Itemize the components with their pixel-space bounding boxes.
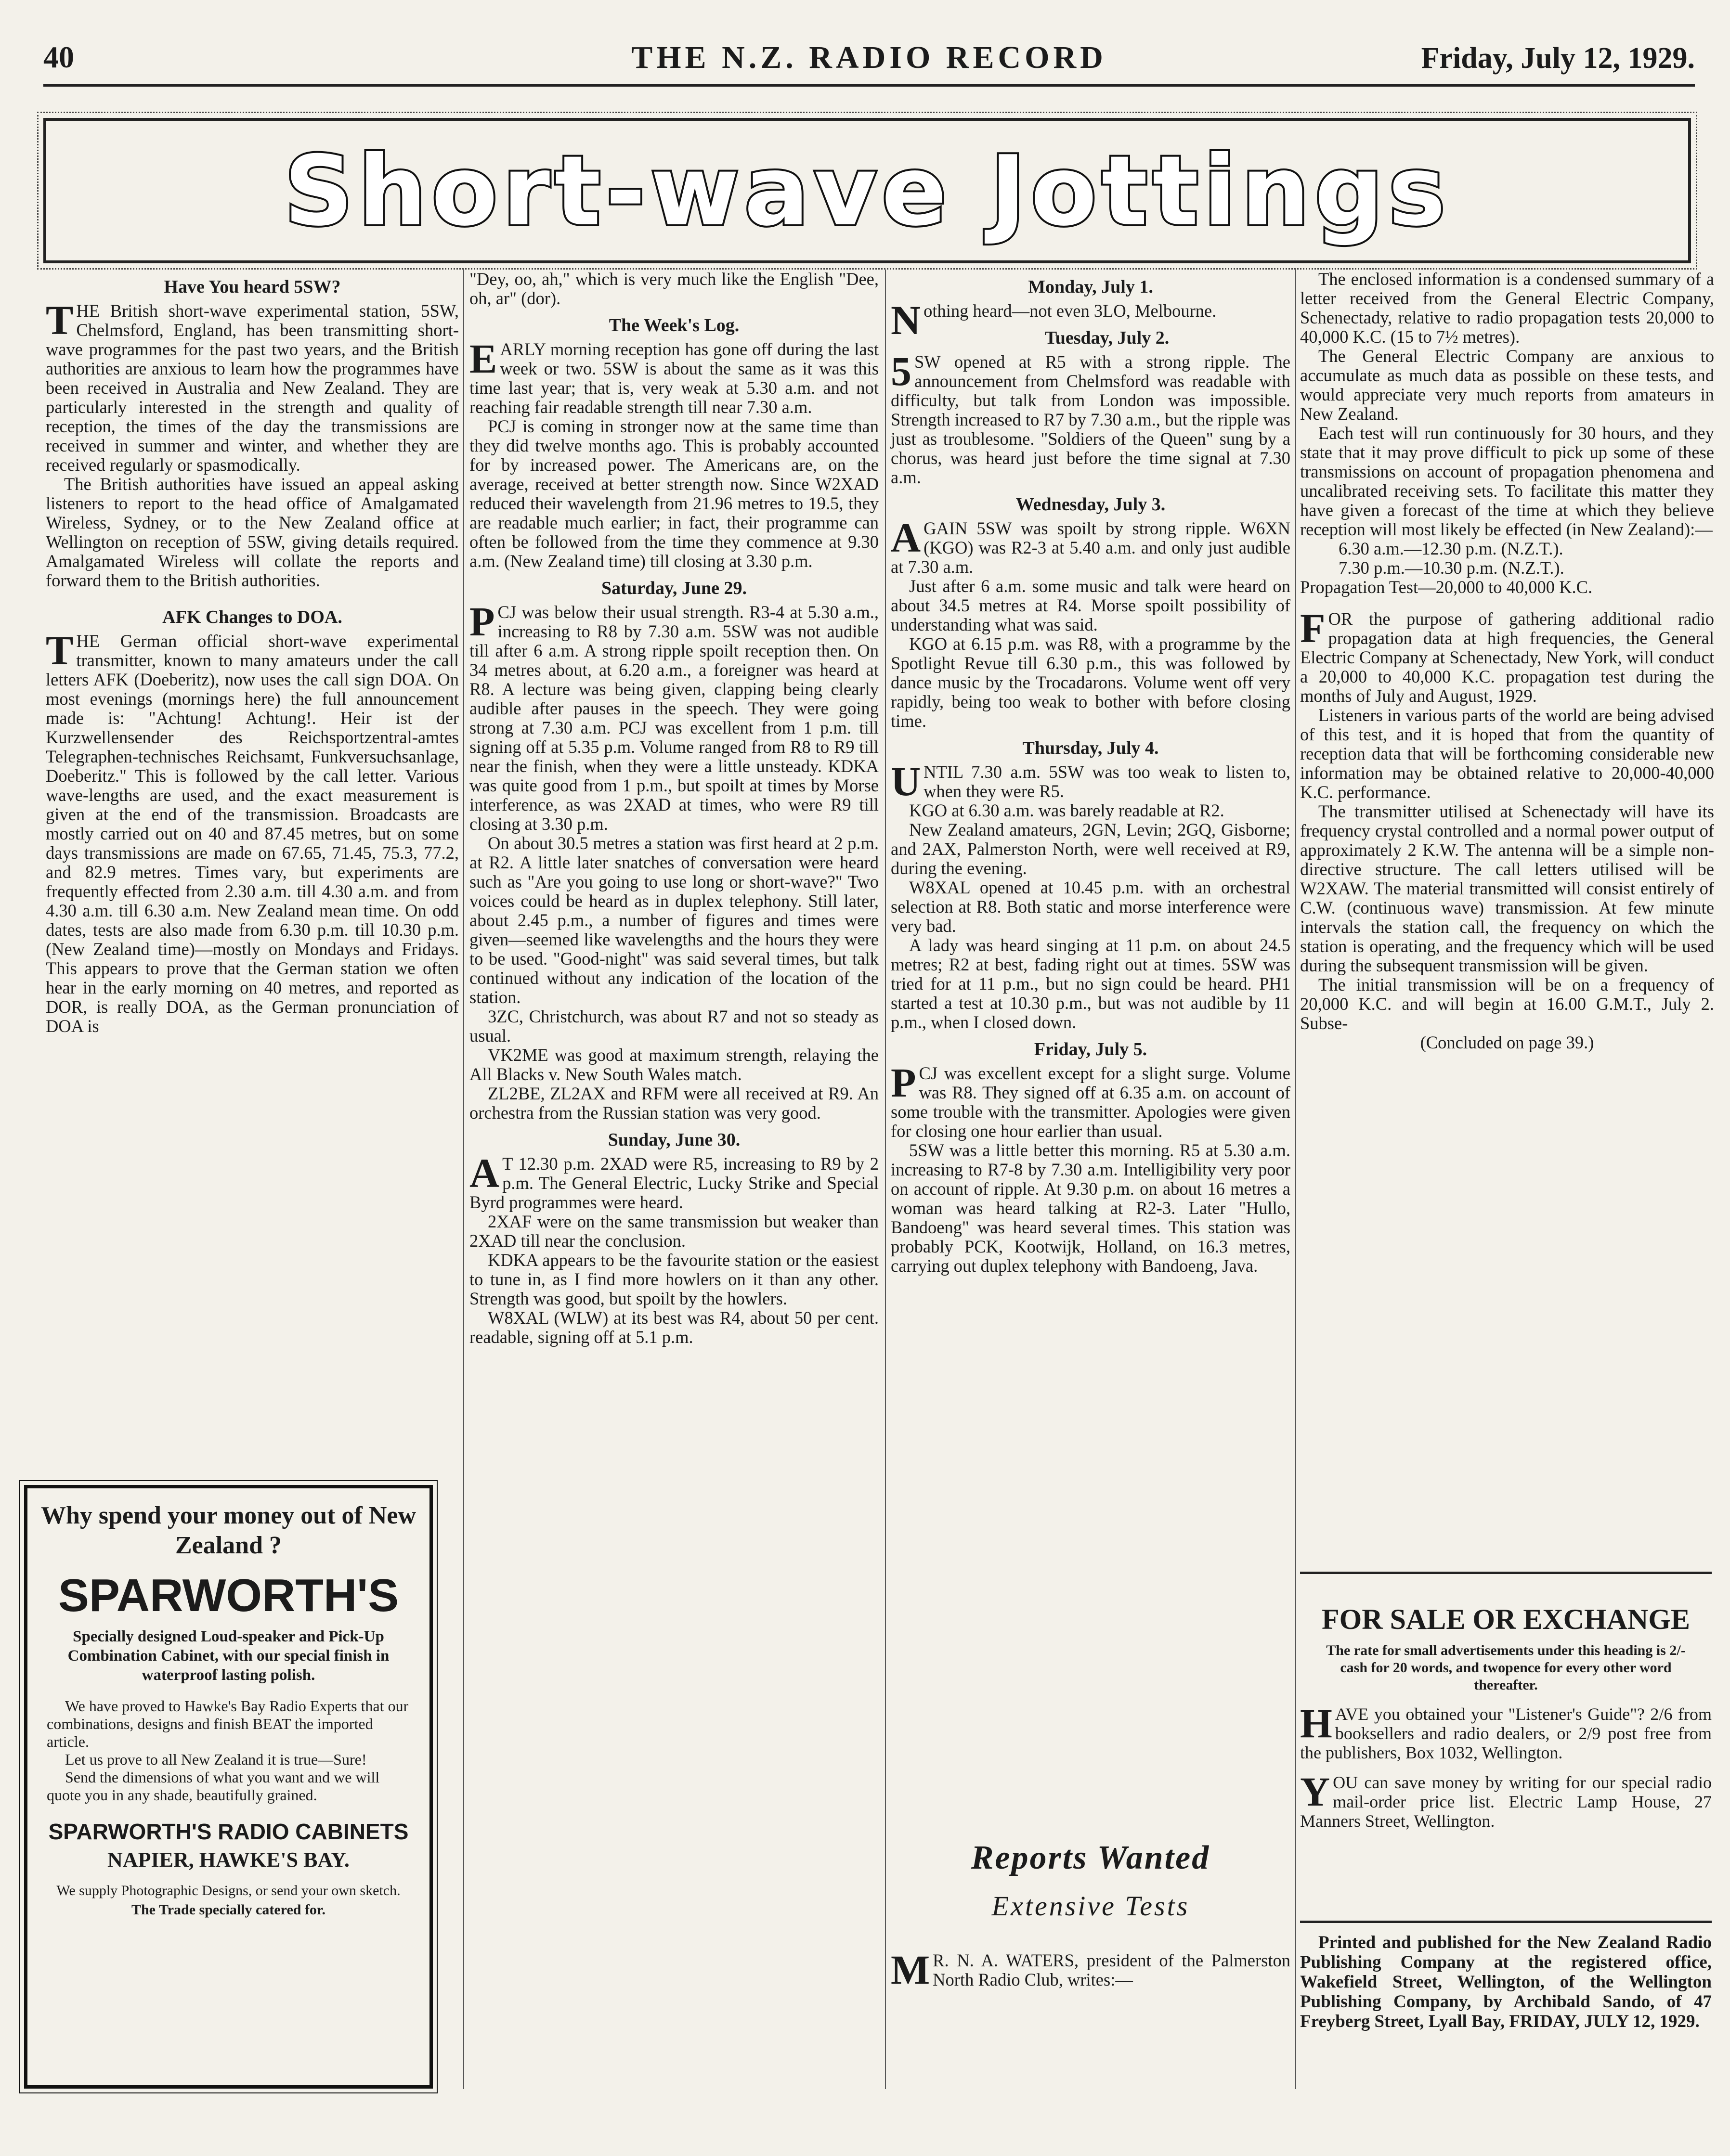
reports-heading: Reports Wanted [971,1839,1210,1876]
heading-monday: Monday, July 1. [1028,277,1153,297]
heading-weeks-log: The Week's Log. [609,315,740,336]
paragraph: PCJ was below their usual strength. R3-4 at 5.30 a.m., increasing to R8 by 7.30 a.m. 5SW was not audible till after 6 a.m. A strong ripple spoilt reception then. On 34 metres about, at 6.20 a.m., a foreigner was heard at R8. A lecture was being given, clapping being clearly audible after pauses in the speech. They were going strong at 7.30 a.m. PCJ was excellent from 1 p.m. till signing off at 5.35 p.m. Volume ranged from R8 to R9 till near the finish, when they were a little unsteady. KDKA was quite good from 1 p.m., but spoilt at times by Morse interference, as was 2XAD at times, who were R9 till closing at 3.30 p.m. [469,598,879,834]
issue-date: Friday, July 12, 1929. [1421,42,1695,75]
paragraph: KGO at 6.30 a.m. was barely readable at R2. [909,800,1224,820]
drop-cap: A [469,1150,500,1196]
paragraph: M R. N. A. WATERS, president of the Palmerston North Radio Club, writes:— [891,1947,1290,1993]
paragraph: The enclosed information is a condensed summary of a letter received from the General Electric Company, Schenectady, relative to radio propagation tests 20,000 to 40,000 K.C. (15 to 7½ metres). [1300,269,1714,347]
paragraph: KDKA appears to be the favourite station or the easiest to tune in, as I find more howlers on it than any other. Strength was good, but spoilt by the howlers. [469,1250,879,1308]
sparworth-advertisement [24,1485,433,2089]
classified-ad: HAVE you obtained your "Listener's Guide"? 2/6 from booksellers and radio dealers, or 2/9 post free from the publishers, Box 1032, Wellington. [1300,1700,1712,1762]
drop-cap: T [46,297,74,343]
drop-cap: T [46,627,74,673]
ad-company: SPARWORTH'S RADIO CABINETS [48,1819,409,1844]
ad-location: NAPIER, HAWKE'S BAY. [107,1848,350,1872]
drop-cap: A [891,515,921,561]
ad-paragraph: Let us prove to all New Zealand it is true—Sure! [65,1751,367,1768]
paragraph: FOR the purpose of gathering additional radio propagation data at high frequencies, the General Electric Company at Schenectady, New York, will conduct a 20,000 to 40,000 K.C. propagation test during the months of July and August, 1929. [1300,605,1714,706]
heading-afk: AFK Changes to DOA. [162,607,342,627]
paragraph: KGO at 6.15 p.m. was R8, with a programme by the Spotlight Revue till 6.30 p.m., this was followed by dance music by the Trocadarons. Volume went off very rapidly, being too weak to bother with before closing time. [891,634,1290,731]
paragraph: The transmitter utilised at Schenectady will have its frequency crystal controlled and a normal power output of approximately 2 K.W. The antenna will be a simple non-directive structure. The call letters utilised will be W2XAW. The material transmitted will consist entirely of C.W. (continuous wave) transmission. At few minute intervals the station call, the frequency on which the station is operating, and the frequency which will be used during the subsequent transmission will be given. [1300,801,1714,975]
reports-subheading: Extensive Tests [991,1890,1190,1922]
ad-brand: SPARWORTH'S [58,1570,399,1621]
paragraph: 3ZC, Christchurch, was about R7 and not so steady as usual. [469,1007,879,1046]
ad-paragraph: We have proved to Hawke's Bay Radio Experts that our combinations, designs and finish BEAT the imported article. [47,1697,409,1750]
drop-cap: 5 [891,348,911,394]
drop-cap: N [891,297,921,343]
paragraph: "Dey, oo, ah," which is very much like the English "Dee, oh, ar" (dor). [469,269,879,308]
schedule-line: 6.30 a.m.—12.30 p.m. (N.Z.T.). [1339,539,1563,558]
paragraph: A lady was heard singing at 11 p.m. on about 24.5 metres; R2 at best, fading right out at times. 5SW was tried for at 11 p.m., but no sign could be heard. PH1 started a test at 10.30 p.m., but was not audible by 11 p.m., when I closed down. [891,935,1290,1032]
classified-ad: YOU can save money by writing for our special radio mail-order price list. Electric Lamp House, 27 Manners Street, Wellington. [1300,1769,1712,1831]
column-rule [463,270,464,2089]
column-2 [469,270,879,1347]
drop-cap: P [469,598,495,645]
column-3 [891,270,1290,1276]
heading-friday: Friday, July 5. [1034,1039,1147,1059]
heading-wednesday: Wednesday, July 3. [1015,494,1166,515]
paragraph: The British authorities have issued an appeal asking listeners to report to the head office of Amalgamated Wireless, Sydney, or to the New Zealand office at Wellington on reception of 5SW, giving details required. Amalgamated Wireless will collate the reports and forward them to the British authorities. [46,474,459,590]
paragraph: 5SW was a little better this morning. R5 at 5.30 a.m. increasing to R7-8 by 7.30 a.m. Intelligibility very poor on account of ripple. At 9.30 p.m. on about 16 metres a woman was heard talking at R2-3. Later "Hullo, Bandoeng" was heard several times. This station was probably PCK, Kootwijk, Holland, on 16.3 metres, carrying out duplex telephony with Bandoeng, Java. [891,1140,1290,1276]
page-title: Short-wave Jottings [284,135,1451,247]
ad-paragraph: Send the dimensions of what you want and we will quote you in any shade, beautifully grained. [47,1769,380,1804]
for-sale-rate: The rate for small advertisements under this heading is 2/- cash for 20 words, and twopence for every other word thereafter. [1326,1642,1686,1693]
paragraph: THE German official short-wave experimental transmitter, known to many amateurs under the call letters AFK (Doeberitz), now uses the call sign DOA. On most evenings (mornings here) the full announcement made is: "Achtung! Achtung!. Heir ist der Kurzwellensender des Reichsportzentral-amtes Telegraphen-technisches Reichsamt, Funkversuchsanlage, Doeberitz." This is followed by the call letter. Various wave-lengths are used, and the exact measurement is given at the end of the transmission. Broadcasts are mostly carried out on 40 and 87.45 metres, but on some days transmissions are made on 67.65, 71.45, 75.3, 77.2, and 82.9 metres. Times vary, but experiments are frequently effected from 2.30 a.m. till 4.30 a.m. and from 4.30 a.m. till 6.30 a.m. New Zealand mean time. On odd dates, tests are also made from 6.30 p.m. till 10.30 p.m. (New Zealand time)—mostly on Mondays and Fridays. This appears to prove that the German station we often hear in the early morning on 40 metres, and reported as DOR, is really DOA, as the German pronunciation of DOA is [46,627,459,1036]
paragraph: EARLY morning reception has gone off during the last week or two. 5SW is about the same as it was this time last year; that is, very weak at 5.30 a.m. and not reaching fair readable strength till near 7.30 a.m. [469,336,879,417]
column-1 [46,270,459,1036]
paragraph: THE British short-wave experimental station, 5SW, Chelmsford, England, has been transmitting short-wave programmes for the past two years, and the British authorities are anxious to learn how the programmes have been received in Australia and New Zealand. They are particularly interested in the strength and quality of reception, the times of the day the transmissions are received in summer and winter, and whether they are received regularly or spasmodically. [46,297,459,475]
heading-5sw: Have You heard 5SW? [164,277,341,297]
paragraph: PCJ was excellent except for a slight surge. Volume was R8. They signed off at 6.35 a.m. on account of some trouble with the transmitter. Apologies were given for closing one hour earlier than usual. [891,1059,1290,1141]
for-sale-heading: FOR SALE OR EXCHANGE [1321,1603,1691,1635]
paragraph: PCJ is coming in stronger now at the same time than they did twelve months ago. This is probably accounted for by increased power. The Americans are, on the average, received at better strength now. Since W2XAD reduced their wavelength from 21.96 metres to 19.5, they are readable much earlier; in fact, their programme can often be followed from the time they commence at 9.30 a.m. (New Zealand time) till closing at 3.30 p.m. [469,416,879,571]
paragraph: 2XAF were on the same transmission but weaker than 2XAD till near the conclusion. [469,1212,879,1251]
drop-cap: H [1300,1700,1332,1746]
paragraph: 5 SW opened at R5 with a strong ripple. The announcement from Chelmsford was readable with difficulty, but talk from London was impossible. Strength increased to R7 by 7.30 a.m., but the ripple was just as troublesome. "Soldiers of the Queen" sung by a chorus, was heard just before the time signal at 7.30 a.m. [891,348,1290,487]
drop-cap: M [891,1947,930,1993]
schedule-line: 7.30 p.m.—10.30 p.m. (N.Z.T.). [1339,558,1564,578]
heading-sunday: Sunday, June 30. [608,1130,741,1150]
paragraph: VK2ME was good at maximum strength, relaying the All Blacks v. New South Wales match. [469,1045,879,1084]
title-banner [43,118,1691,263]
for-sale-section [1300,1603,1712,1831]
continuation-note: (Concluded on page 39.) [1420,1033,1594,1052]
paragraph: W8XAL opened at 10.45 p.m. with an orchestral selection at R8. Both static and morse interference were very bad. [891,878,1290,936]
paragraph: W8XAL (WLW) at its best was R4, about 50 per cent. readable, signing off at 5.1 p.m. [469,1308,879,1347]
publication-title: THE N.Z. RADIO RECORD [631,40,1107,75]
page-number: 40 [43,40,74,74]
drop-cap: Y [1300,1769,1330,1815]
column-rule [885,270,886,2089]
publisher-imprint: Printed and published for the New Zealand Radio Publishing Company at the registered office, Wakefield Street, Wellington, of the Wellington Publishing Company, by Archibald Sando, of 47 Freyberg Street, Lyall Bay, FRIDAY, JULY 12, 1929. [1300,1933,1712,2031]
column-4 [1300,270,1714,1052]
drop-cap: E [469,336,497,382]
ad-trade-note: The Trade specially catered for. [131,1902,325,1918]
paragraph: The General Electric Company are anxious to accumulate as much data as possible on these tests, and would appreciate very much reports from amateurs in New Zealand. [1300,346,1714,424]
paragraph: New Zealand amateurs, 2GN, Levin; 2GQ, Gisborne; and 2AX, Palmerston North, were well received at R9, during the evening. [891,820,1290,878]
paragraph: AGAIN 5SW was spoilt by strong ripple. W6XN (KGO) was R2-3 at 5.40 a.m. and only just audible at 7.30 a.m. [891,515,1290,577]
heading-thursday: Thursday, July 4. [1022,738,1159,758]
paragraph: Just after 6 a.m. some music and talk were heard on about 34.5 metres at R4. Morse spoilt possibility of understanding what was said. [891,576,1290,634]
ad-photo-note: We supply Photographic Designs, or send your own sketch. [56,1883,401,1898]
paragraph: Listeners in various parts of the world are being advised of this test, and it is hoped that from the quantity of reception data that will be forthcoming considerable new information may be obtained relative to 20,000-40,000 K.C. performance. [1300,705,1714,802]
paragraph: UNTIL 7.30 a.m. 5SW was too weak to listen to, when they were R5. [891,758,1290,804]
column-rule [1295,270,1296,2089]
paragraph: A T 12.30 p.m. 2XAD were R5, increasing to R9 by 2 p.m. The General Electric, Lucky Strike and Special Byrd programmes were heard. [469,1150,879,1212]
ad-body [27,1697,429,1804]
paragraph: On about 30.5 metres a station was first heard at 2 p.m. at R2. A little later snatches of conversation were heard such as "Are you going to use long or short-wave?" Two voices could be heard as in duplex telephony. Still later, about 2.45 p.m., a number of figures and times were given—seemed like wavelengths and the hours they were to be used. "Good-night" was said several times, but talk continued without any indication of the location of the station. [469,833,879,1007]
paragraph: Nothing heard—not even 3LO, Melbourne. [891,297,1217,343]
schedule-line: Propagation Test—20,000 to 40,000 K.C. [1300,577,1593,597]
paragraph: ZL2BE, ZL2AX and RFM were all received at R9. An orchestra from the Russian station was very good. [469,1084,879,1123]
masthead-rule [43,84,1695,87]
masthead [43,39,1695,83]
drop-cap: U [891,758,921,804]
paragraph: Each test will run continuously for 30 hours, and they state that it may prove difficult to pick up some of these transmissions on account of propagation phenomena and uncalibrated receiving sets. To facilitate this matter they have given a forecast of the time at which they believe reception will most likely be effected (in New Zealand):— [1300,423,1714,539]
heading-tuesday: Tuesday, July 2. [1044,328,1170,348]
drop-cap: P [891,1059,916,1106]
section-rule [1300,1921,1712,1923]
section-rule [1300,1572,1712,1574]
heading-saturday: Saturday, June 29. [601,578,747,598]
ad-spec: Specially designed Loud-speaker and Pick-Up Combination Cabinet, with our special finish in waterproof lasting polish. [67,1628,390,1684]
drop-cap: F [1300,605,1326,651]
reports-wanted [891,1839,1290,1993]
paragraph: The initial transmission will be on a frequency of 20,000 K.C. and will begin at 16.00 G.M.T., July 2. Subse- [1300,975,1714,1033]
ad-headline: Why spend your money out of New Zealand ? [40,1502,416,1559]
